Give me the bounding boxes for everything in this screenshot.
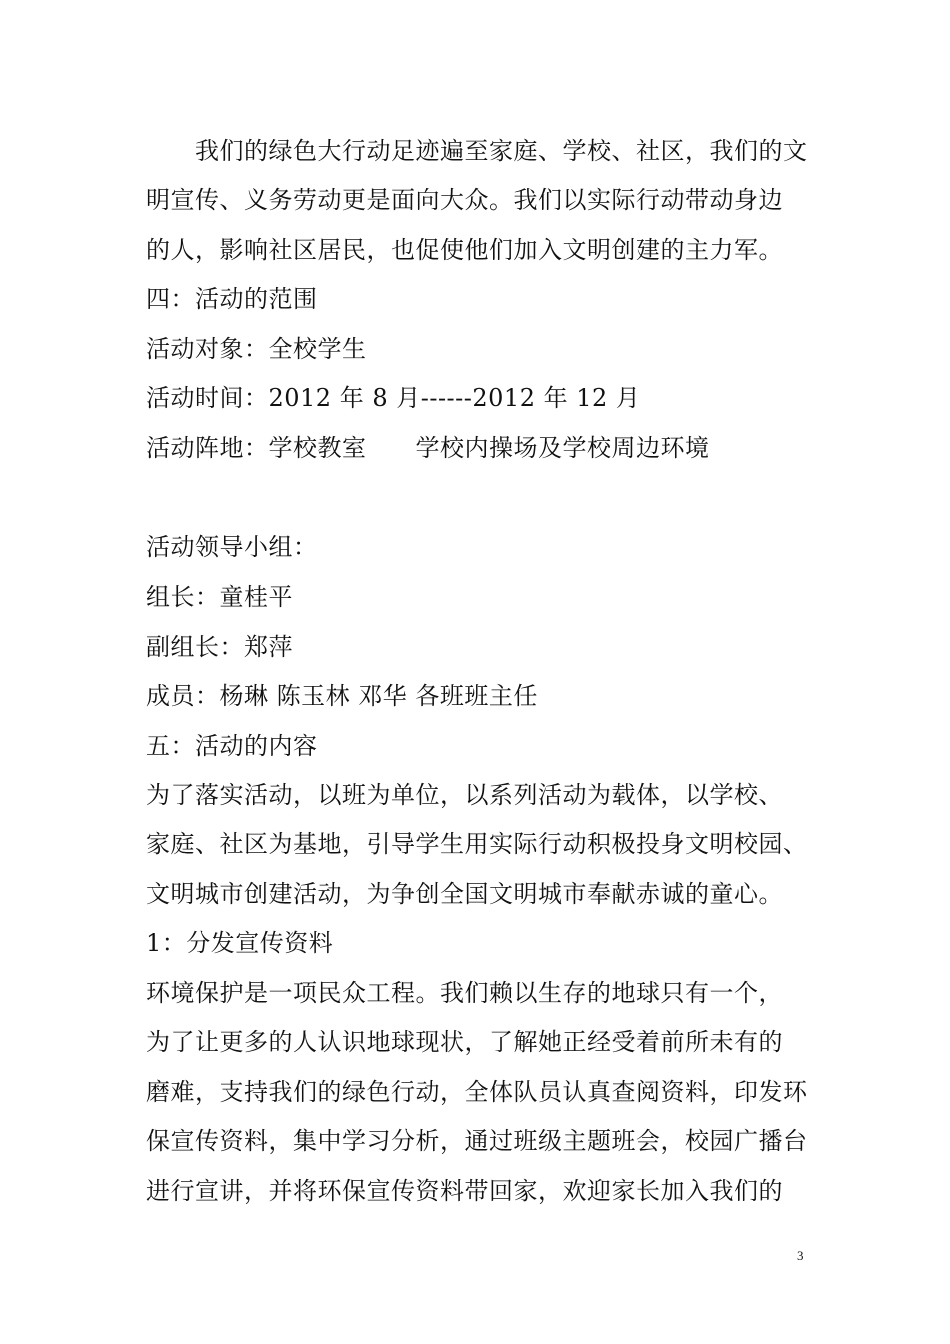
text-line: 家庭、社区为基地，引导学生用实际行动积极投身文明校园、 [146, 830, 808, 858]
text-line: 的人，影响社区居民，也促使他们加入文明创建的主力军。 [146, 236, 783, 264]
text-line: 组长：童桂平 [146, 583, 293, 611]
text-line: 保宣传资料，集中学习分析，通过班级主题班会，校园广播台 [146, 1127, 808, 1155]
section-heading: 五：活动的内容 [146, 732, 318, 760]
text-line: 为了落实活动，以班为单位，以系列活动为载体，以学校、 [146, 781, 783, 809]
text-line: 为了让更多的人认识地球现状，了解她正经受着前所未有的 [146, 1028, 783, 1056]
page-number: 3 [797, 1248, 804, 1263]
text-line: 活动领导小组： [146, 533, 318, 561]
text-line: 明宣传、义务劳动更是面向大众。我们以实际行动带动身边 [146, 186, 783, 214]
text-line: 成员：杨琳 陈玉林 邓华 各班班主任 [146, 682, 538, 710]
text-line: 我们的绿色大行动足迹遍至家庭、学校、社区，我们的文 [146, 137, 808, 165]
text-line: 活动时间：2012 年 8 月------2012 年 12 月 [146, 384, 641, 412]
subheading: 1：分发宣传资料 [146, 929, 334, 957]
text-line: 磨难，支持我们的绿色行动，全体队员认真查阅资料，印发环 [146, 1078, 808, 1106]
text-line: 环境保护是一项民众工程。我们赖以生存的地球只有一个， [146, 979, 783, 1007]
text-line: 副组长：郑萍 [146, 633, 293, 661]
text-line: 进行宣讲，并将环保宣传资料带回家，欢迎家长加入我们的 [146, 1177, 783, 1205]
text-line: 活动阵地：学校教室 学校内操场及学校周边环境 [146, 434, 710, 462]
text-line: 文明城市创建活动，为争创全国文明城市奉献赤诚的童心。 [146, 880, 783, 908]
text-line: 活动对象：全校学生 [146, 335, 367, 363]
section-heading: 四：活动的范围 [146, 285, 318, 313]
